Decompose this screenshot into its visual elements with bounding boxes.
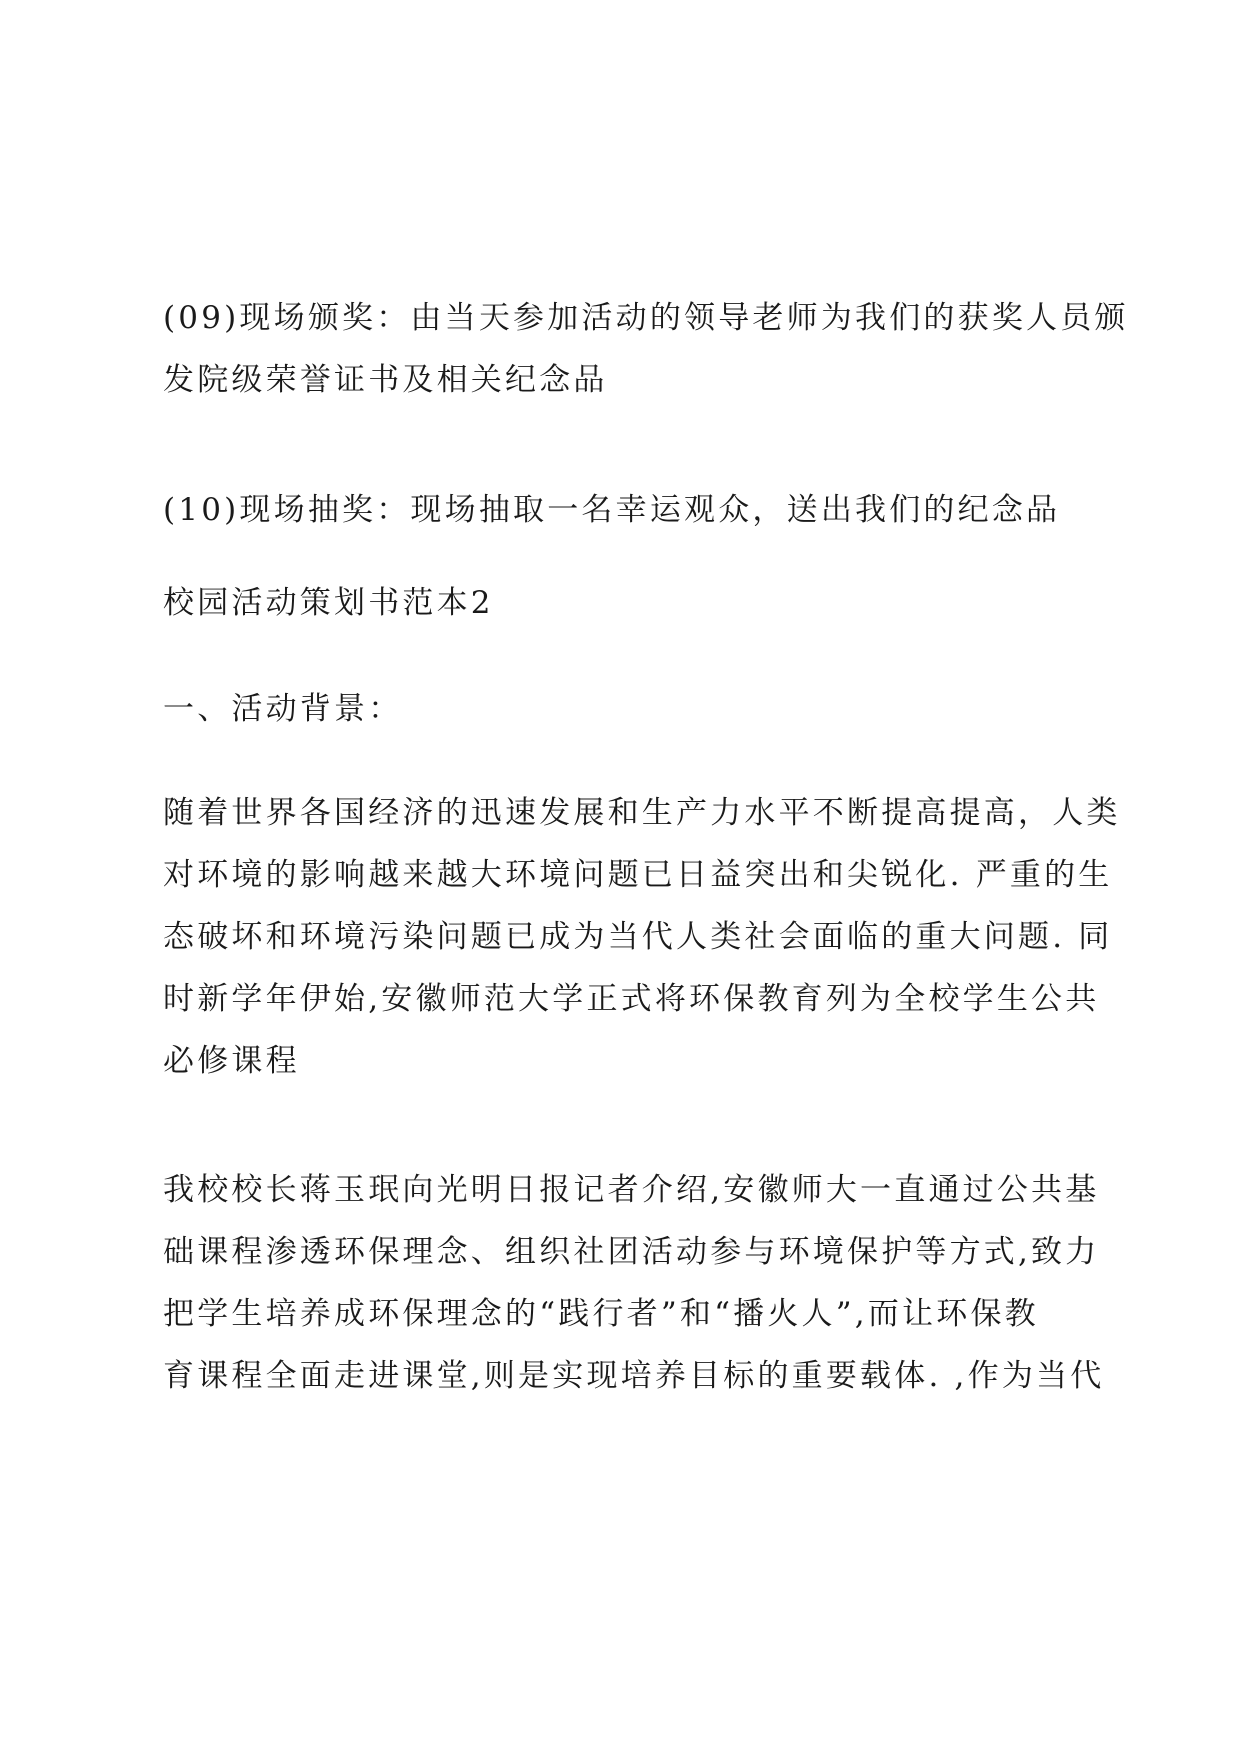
paragraph-1-line-5: 必修课程	[163, 1043, 300, 1079]
paragraph-2-line-4: 育课程全面走进课堂,则是实现培养目标的重要载体. ,作为当代	[163, 1358, 1105, 1394]
section-title: 校园活动策划书范本2	[163, 585, 494, 621]
paragraph-1-line-2: 对环境的影响越来越大环境问题已日益突出和尖锐化. 严重的生	[163, 857, 1113, 893]
paragraph-1-line-1: 随着世界各国经济的迅速发展和生产力水平不断提高提高，人类	[163, 795, 1121, 831]
paragraph-2-line-2: 础课程渗透环保理念、组织社团活动参与环境保护等方式,致力	[163, 1234, 1100, 1270]
paragraph-1-line-4: 时新学年伊始,安徽师范大学正式将环保教育列为全校学生公共	[163, 981, 1100, 1017]
paragraph-2-line-3: 把学生培养成环保理念的“践行者”和“播火人”,而让环保教	[163, 1296, 1039, 1332]
lottery-line: (10)现场抽奖：现场抽取一名幸运观众，送出我们的纪念品	[163, 492, 1061, 528]
paragraph-1-line-3: 态破坏和环境污染问题已成为当代人类社会面临的重大问题. 同	[163, 919, 1113, 955]
paragraph-2-line-1: 我校校长蒋玉珉向光明日报记者介绍,安徽师大一直通过公共基	[163, 1172, 1100, 1208]
award-line-2: 发院级荣誉证书及相关纪念品	[163, 362, 608, 398]
background-heading: 一、活动背景：	[163, 691, 403, 727]
award-line-1: (09)现场颁奖：由当天参加活动的领导老师为我们的获奖人员颁	[163, 300, 1129, 336]
